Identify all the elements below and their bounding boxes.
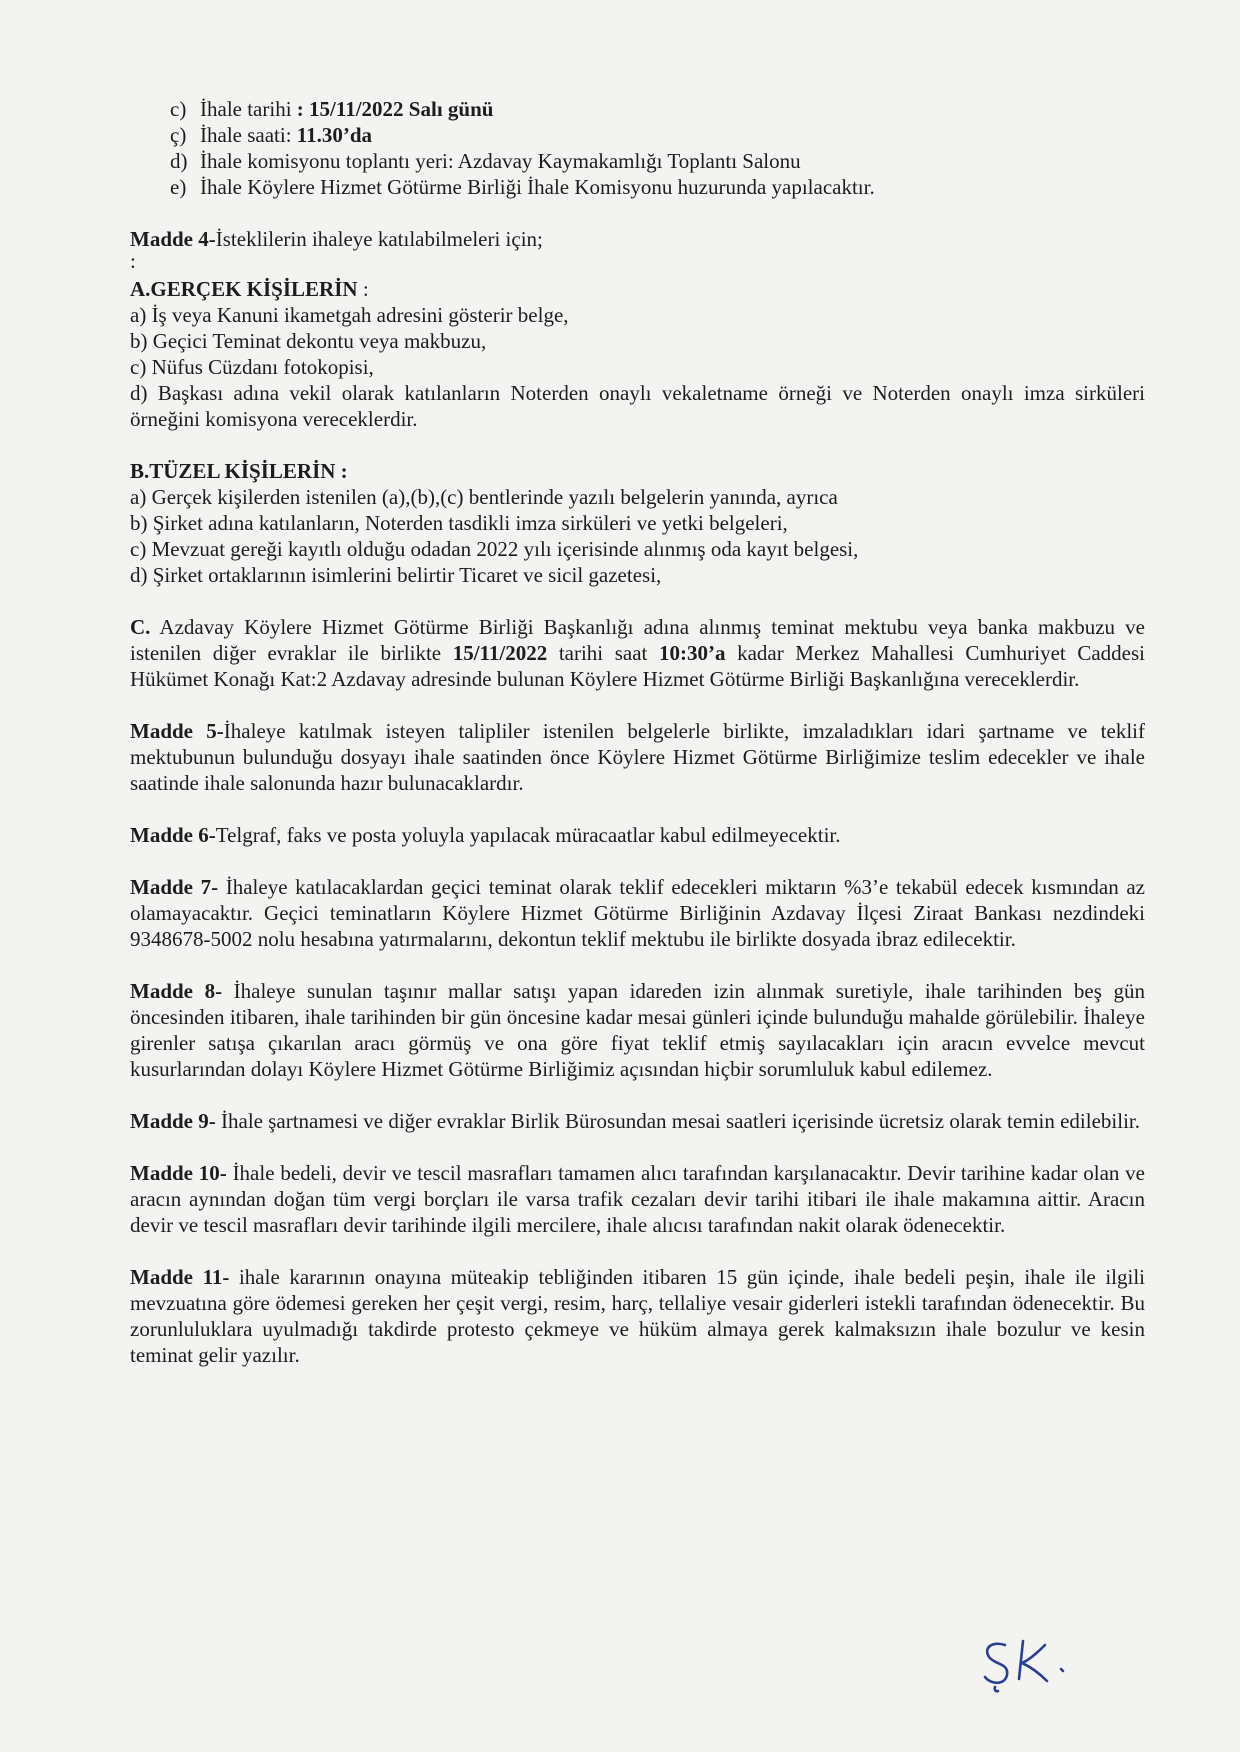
article-4 <box>130 226 1145 273</box>
article-heading: Madde 6- <box>130 823 216 847</box>
article-text: İhaleye katılacaklardan geçici teminat olarak teklif edecekleri miktarın %3’e tekabül edecek kısmından az olamayacaktır. Geçici teminatların Köylere Hizmet Götürme Birliğinin Azdavay İlçesi Ziraat Bankası nezdindeki 9348678-5002 nolu hesabına yatırmalarını, dekontun teklif mektubu ile birlikte dosyada ibraz edilecektir. <box>130 875 1145 951</box>
tender-info-item <box>170 174 1145 200</box>
list-item: a) Gerçek kişilerden istenilen (a),(b),(c) bentlerinde yazılı belgelerin yanında, ayrıca <box>130 485 838 509</box>
article-9 <box>130 1108 1145 1134</box>
article-heading: Madde 10- <box>130 1161 227 1185</box>
article-heading: Madde 9- <box>130 1109 216 1133</box>
article-text: Telgraf, faks ve posta yoluyla yapılacak müracaatlar kabul edilmeyecektir. <box>215 823 841 847</box>
item-text: İhale tarihi <box>200 97 297 121</box>
article-text: İhale şartnamesi ve diğer evraklar Birlik Bürosundan mesai saatleri içerisinde ücretsiz olarak temin edilebilir. <box>215 1109 1141 1133</box>
stray-colon: : <box>130 249 136 273</box>
deadline-date: 15/11/2022 <box>452 641 548 665</box>
item-label: ç) <box>170 123 187 147</box>
tender-info-item <box>170 148 1145 174</box>
article-heading: Madde 5- <box>130 719 224 743</box>
list-item: c) Mevzuat gereği kayıtlı olduğu odadan 2022 yılı içerisinde alınmış oda kayıt belgesi, <box>130 537 859 561</box>
section-c-text: kadar Merkez Mahallesi Cumhuriyet Caddesi Hükümet Konağı Kat:2 Azdavay adresinde bulunan Köylere Hizmet Götürme Birliği Başkanlığına vereceklerdir. <box>130 641 1145 691</box>
item-text: İhale Köylere Hizmet Götürme Birliği İhale Komisyonu huzurunda yapılacaktır. <box>200 175 875 199</box>
article-6 <box>130 822 1145 848</box>
list-item: a) İş veya Kanuni ikametgah adresini gösterir belge, <box>130 303 569 327</box>
article-heading: Madde 4- <box>130 227 216 251</box>
tender-info-list <box>170 96 1145 200</box>
section-c-text: tarihi saat <box>547 641 659 665</box>
section-legal-entities <box>130 458 1145 588</box>
item-label: d) <box>170 149 188 173</box>
list-item: b) Şirket adına katılanların, Noterden tasdikli imza sirküleri ve yetki belgeleri, <box>130 511 788 535</box>
item-label: c) <box>170 97 187 121</box>
document-body <box>130 96 1145 1368</box>
article-text: İhaleye katılmak isteyen talipliler istenilen belgelerle birlikte, imzaladıkları idari şartname ve teklif mektubunun bulunduğu dosyayı ihale saatinden önce Köylere Hizmet Götürme Birliğimize teslim edecekler ve ihale saatinde ihale salonunda hazır bulunacaklardır. <box>130 719 1145 795</box>
tender-info-item <box>170 96 1145 122</box>
item-text: İhale komisyonu toplantı yeri: Azdavay Kaymakamlığı Toplantı Salonu <box>200 149 801 173</box>
item-label: e) <box>170 175 187 199</box>
deadline-time: 10:30’a <box>658 641 726 665</box>
handwritten-initials-signature <box>975 1633 1085 1693</box>
article-5 <box>130 718 1145 796</box>
article-text: İhaleye sunulan taşınır mallar satışı yapan idareden izin alınmak suretiyle, ihale tarihinden beş gün öncesinden itibaren, ihale tarihinden bir gün öncesine kadar mesai günleri içinde bulunduğu mahalde görülebilir. İhaleye girenler satışa çıkarılan aracı görmüş ve ona göre fiyat teklif etmiş sayılacakları için aracın evvelce mevcut kusurlarından dolayı Köylere Hizmet Götürme Birliğimiz açısından hiçbir sorumluluk kabul edilemez. <box>130 979 1145 1081</box>
list-item: b) Geçici Teminat dekontu veya makbuzu, <box>130 329 487 353</box>
article-7 <box>130 874 1145 952</box>
article-text: İhale bedeli, devir ve tescil masrafları tamamen alıcı tarafından karşılanacaktır. Devir tarihine kadar olan ve aracın aynından doğan tüm vergi borçları ile varsa trafik cezaları devir tarihi itibari ile ihale makamına aittir. Aracın devir ve tescil masrafları devir tarihinde ilgili mercilere, ihale alıcısı tarafından nakit olarak ödenecektir. <box>130 1161 1145 1237</box>
tender-info-item <box>170 122 1145 148</box>
article-heading: Madde 11- <box>130 1265 230 1289</box>
article-10 <box>130 1160 1145 1238</box>
section-title: B.TÜZEL KİŞİLERİN : <box>130 459 348 483</box>
article-text: İsteklilerin ihaleye katılabilmeleri için; <box>215 227 543 251</box>
section-title: A.GERÇEK KİŞİLERİN <box>130 277 358 301</box>
section-c-text: Azdavay Köylere Hizmet Götürme Birliği Başkanlığı adına alınmış teminat mektubu veya banka makbuzu ve istenilen diğer evraklar ile birlikte <box>130 615 1145 665</box>
section-c <box>130 614 1145 692</box>
article-heading: Madde 8- <box>130 979 223 1003</box>
section-title-suffix: : <box>357 277 369 301</box>
tender-date: : 15/11/2022 Salı günü <box>296 97 494 121</box>
list-item: c) Nüfus Cüzdanı fotokopisi, <box>130 355 374 379</box>
list-item: d) Başkası adına vekil olarak katılanların Noterden onaylı vekaletname örneği ve Noterden onaylı imza sirküleri örneğini komisyona vereceklerdir. <box>130 381 1145 431</box>
list-item: d) Şirket ortaklarının isimlerini belirtir Ticaret ve sicil gazetesi, <box>130 563 662 587</box>
tender-time: 11.30’da <box>296 123 373 147</box>
article-11 <box>130 1264 1145 1368</box>
article-heading: Madde 7- <box>130 875 219 899</box>
section-natural-persons <box>130 276 1145 432</box>
section-c-heading: C. <box>130 615 151 639</box>
article-8 <box>130 978 1145 1082</box>
item-text: İhale saati: <box>200 123 297 147</box>
article-text: ihale kararının onayına müteakip tebliğinden itibaren 15 gün içinde, ihale bedeli peşin, ihale ile ilgili mevzuatına göre ödemesi gereken her çeşit vergi, resim, harç, tellaliye vesair giderleri istekli tarafından ödenecektir. Bu zorunluluklara uyulmadığı takdirde protesto çekmeye ve hüküm almaya gerek kalmaksızın ihale bozulur ve kesin teminat gelir yazılır. <box>130 1265 1145 1367</box>
